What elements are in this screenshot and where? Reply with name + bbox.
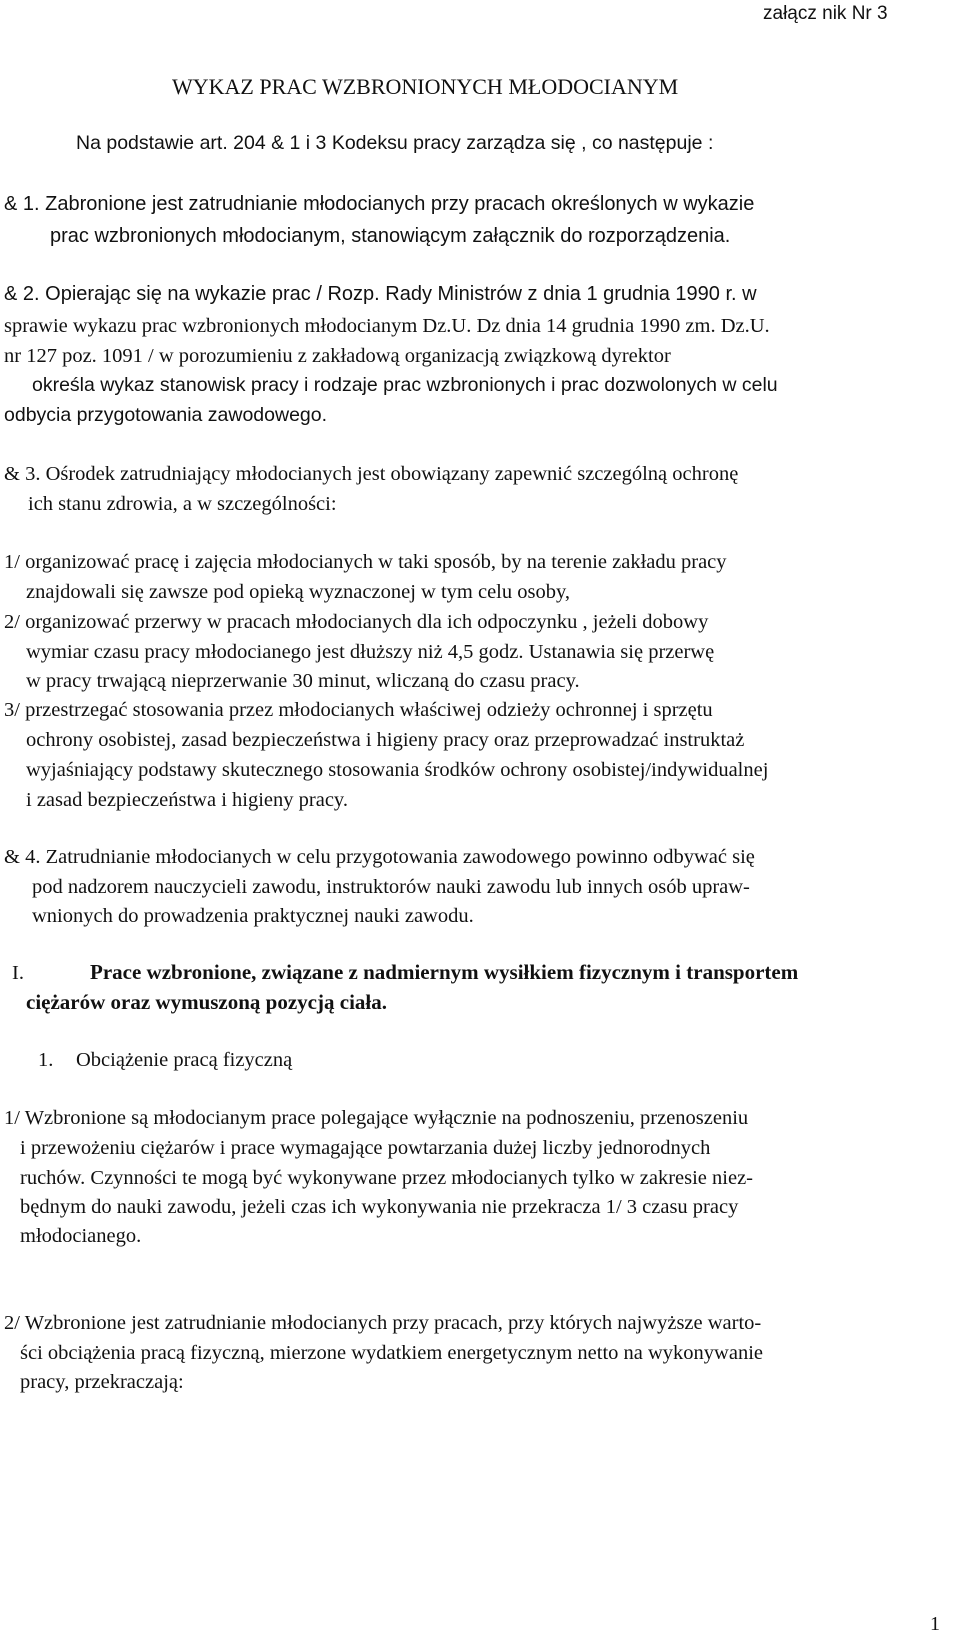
paragraph-line: odbycia przygotowania zawodowego. (4, 404, 328, 426)
section-number: I. (12, 962, 24, 984)
paragraph-line: 1/ Wzbronione są młodocianym prace polegające wyłącznie na podnoszeniu, przenoszeniu (4, 1107, 749, 1129)
paragraph-line: ruchów. Czynności te mogą być wykonywane przez młodocianych tylko w zakresie niez- (20, 1167, 754, 1189)
subsection-title: Obciążenie pracą fizyczną (76, 1049, 293, 1071)
paragraph-line: określa wykaz stanowisk pracy i rodzaje prac wzbronionych i prac dozwolonych w celu (32, 374, 778, 396)
paragraph-line: będnym do nauki zawodu, jeżeli czas ich wykonywania nie przekracza 1/ 3 czasu pracy (20, 1196, 739, 1218)
list-item: i zasad bezpieczeństwa i higieny pracy. (26, 789, 348, 811)
list-item: 2/ organizować przerwy w pracach młodocianych dla ich odpoczynku , jeżeli dobowy (4, 611, 709, 633)
list-item: ochrony osobistej, zasad bezpieczeństwa i higieny pracy oraz przeprowadzać instruktaż (26, 729, 745, 751)
paragraph-line: & 1. Zabronione jest zatrudnianie młodocianych przy pracach określonych w wykazie (4, 193, 755, 215)
document-title: WYKAZ PRAC WZBRONIONYCH MŁODOCIANYM (172, 74, 679, 99)
page-number: 1 (930, 1613, 940, 1635)
list-item: wyjaśniający podstawy skutecznego stosowania środków ochrony osobistej/indywidualnej (26, 759, 769, 781)
paragraph-line: ich stanu zdrowia, a w szczególności: (28, 493, 337, 515)
paragraph-line: nr 127 poz. 1091 / w porozumieniu z zakładową organizacją związkową dyrektor (4, 345, 671, 367)
section-title: ciężarów oraz wymuszoną pozycją ciała. (26, 990, 387, 1014)
paragraph-line: pod nadzorem nauczycieli zawodu, instruktorów nauki zawodu lub innych osób upraw- (32, 876, 750, 898)
list-item: 1/ organizować pracę i zajęcia młodocianych w taki sposób, by na terenie zakładu pracy (4, 551, 727, 573)
paragraph-line: & 3. Ośrodek zatrudniający młodocianych jest obowiązany zapewnić szczególną ochronę (4, 463, 739, 485)
paragraph-line: & 4. Zatrudnianie młodocianych w celu przygotowania zawodowego powinno odbywać się (4, 846, 755, 868)
paragraph-line: & 2. Opierając się na wykazie prac / Rozp. Rady Ministrów z dnia 1 grudnia 1990 r. w (4, 283, 757, 305)
paragraph-line: sprawie wykazu prac wzbronionych młodocianym Dz.U. Dz dnia 14 grudnia 1990 zm. Dz.U. (4, 315, 770, 337)
paragraph-line: 2/ Wzbronione jest zatrudnianie młodocianych przy pracach, przy których najwyższe warto- (4, 1312, 762, 1334)
list-item: 3/ przestrzegać stosowania przez młodocianych właściwej odzieży ochronnej i sprzętu (4, 699, 713, 721)
paragraph-line: pracy, przekraczają: (20, 1371, 184, 1393)
paragraph-line: prac wzbronionych młodocianym, stanowiącym załącznik do rozporządzenia. (50, 225, 731, 247)
list-item: znajdowali się zawsze pod opieką wyznaczonej w tym celu osoby, (26, 581, 571, 603)
list-item: w pracy trwającą nieprzerwanie 30 minut, wliczaną do czasu pracy. (26, 670, 580, 692)
list-item: wymiar czasu pracy młodocianego jest dłuższy niż 4,5 godz. Ustanawia się przerwę (26, 641, 715, 663)
paragraph-line: młodocianego. (20, 1225, 142, 1247)
subsection-number: 1. (38, 1049, 54, 1071)
paragraph-line: wnionych do prowadzenia praktycznej nauki zawodu. (32, 905, 474, 927)
section-title: Prace wzbronione, związane z nadmiernym wysiłkiem fizycznym i transportem (90, 960, 799, 984)
paragraph-line: ści obciążenia pracą fizyczną, mierzone wydatkiem energetycznym netto na wykonywanie (20, 1342, 763, 1364)
intro-text: Na podstawie art. 204 & 1 i 3 Kodeksu pracy zarządza się , co następuje : (76, 132, 714, 154)
annex-label: załącz nik Nr 3 (763, 3, 888, 24)
paragraph-line: i przewożeniu ciężarów i prace wymagające powtarzania dużej liczby jednorodnych (20, 1137, 711, 1159)
